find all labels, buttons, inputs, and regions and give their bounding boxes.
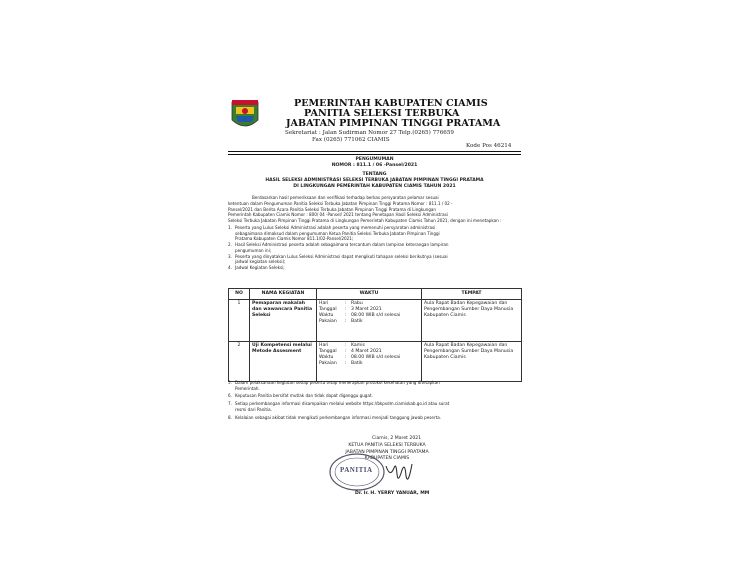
intro-line: ketentuan dalam Pengumuman Panitia Seleksi Terbuka Jabatan Pimpinan Tinggi Pratama Nomor : 811.1 / 02 - xyxy=(228,200,453,206)
intro-paragraph xyxy=(228,195,522,224)
list-item xyxy=(228,415,522,421)
table-header-row xyxy=(229,289,522,300)
list-item-line: Peserta yang dinyatakan Lulus Seleksi Administrasi dapat mengikuti tahapan seleksi berikutnya (sesuai xyxy=(235,253,448,259)
list-item-line: Kelalaian sebagai akibat tidak mengikuti perkembangan informasi menjadi tanggung jawab peserta. xyxy=(235,414,442,420)
table-cell-waktu: Hari : Kamis Tanggal : 4 Maret 2021 Waktu : 08.00 WIB s/d selesai Pakaian : Batik xyxy=(317,342,422,382)
list-item-number: 6. xyxy=(228,393,232,399)
announcement-tentang: TENTANG xyxy=(362,172,387,177)
signature-place-date: Ciamis, 2 Maret 2021 xyxy=(372,436,422,441)
waktu-key: Pakaian xyxy=(319,361,337,366)
letterhead-line-3: JABATAN PIMPINAN TINGGI PRATAMA xyxy=(286,118,501,129)
list-item-number: 8. xyxy=(228,414,232,420)
letterhead-address-2: Fax (0265) 771062 CIAMIS xyxy=(312,137,390,143)
waktu-value: Rabu xyxy=(351,301,363,306)
table-header-waktu: WAKTU xyxy=(317,289,422,300)
intro-line: Pansel/2021 dan Berita Acara Panitia Seleksi Terbuka Jabatan Pimpinan Tinggi Pratama di Lingkungan xyxy=(228,206,437,212)
table-cell-no: 2 xyxy=(229,342,250,382)
table-row xyxy=(229,342,522,382)
table-header-no: NO xyxy=(229,289,250,300)
list-item-line: Jadwal Kegiatan Seleksi; xyxy=(235,264,285,270)
list-item-line: Keputusan Panitia bersifat mutlak dan tidak dapat diganggu gugat. xyxy=(235,393,373,399)
signature-role-3: KABUPATEN CIAMIS xyxy=(364,456,410,462)
waktu-key: Waktu xyxy=(319,313,334,318)
list-item-line: Hasil Seleksi Administrasi peserta adalah sebagaimana tercantum dalam lampiran keterangan lampiran xyxy=(235,242,449,248)
waktu-key: Pakaian xyxy=(319,319,337,324)
announcement-subject-1: HASIL SELEKSI ADMINISTRASI SELEKSI TERBUKA JABATAN PIMPINAN TINGGI PRATAMA xyxy=(265,178,484,183)
table-cell-kegiatan: Uji Kompetensi melalui Metode Assesment xyxy=(250,342,317,382)
intro-line: Pemerintah Kabupaten Ciamis Nomor : 800/ 04 -Pansel/ 2021 tentang Penetapan Hasil Seleksi Administrasi xyxy=(228,212,448,218)
waktu-key: Tanggal xyxy=(319,307,337,312)
list-item-line: Pemerintah. xyxy=(235,385,260,391)
points-list-a xyxy=(228,225,522,271)
waktu-key: Hari xyxy=(319,301,329,306)
list-item xyxy=(228,225,522,242)
list-item xyxy=(228,254,522,265)
table-header-tempat: TEMPAT xyxy=(422,289,522,300)
list-item-line: sebagaimana dimaksud dalam pengumuman Ketua Panitia Seleksi Terbuka Jabatan Pimpinan Tinggi xyxy=(235,230,440,236)
waktu-key: Tanggal xyxy=(319,349,337,354)
signature-role-1: KETUA PANITIA SELEKSI TERBUKA xyxy=(348,443,426,448)
waktu-value: 4 Maret 2021 xyxy=(351,349,382,354)
list-item-number: 3. xyxy=(228,253,232,259)
signatory-name: Dr. Ir. H. YERRY YANUAR, MM xyxy=(355,491,430,496)
list-item-number: 4. xyxy=(228,264,232,270)
waktu-value: 08.00 WIB s/d selesai xyxy=(351,313,401,318)
list-item-line: Setiap perkembangan informasi disampaikan melalui website https://bkpsdm.ciamiskab.go.id atau surat xyxy=(235,401,450,407)
table-cell-waktu: Hari : Rabu Tanggal : 3 Maret 2021 Waktu : 08.00 WIB s/d selesai Pakaian : Batik xyxy=(317,300,422,342)
waktu-value: Kamis xyxy=(351,343,365,348)
list-item-line: Pratama Kabupaten Ciamis Nomor 811.1/02-Pansel/2021; xyxy=(235,236,354,242)
letterhead-line-2: PANITIA SELEKSI TERBUKA xyxy=(304,108,460,119)
list-item-line: jadwal kegiatan seleksi); xyxy=(235,259,286,265)
list-item xyxy=(228,265,522,271)
points-list-b xyxy=(228,380,522,420)
table-cell-tempat: Aula Rapat Badan Kepegawaian dan Pengembangan Sumber Daya Manusia Kabupaten Ciamis xyxy=(422,342,522,382)
stamp-text: PANITIA xyxy=(340,466,373,474)
waktu-value: 3 Maret 2021 xyxy=(351,307,382,312)
list-item-number: 1. xyxy=(228,225,232,230)
table-row xyxy=(229,300,522,342)
list-item-number: 5. xyxy=(228,380,232,385)
table-header-kegiatan: NAMA KEGIATAN xyxy=(250,289,317,300)
list-item xyxy=(228,242,522,253)
announcement-subject-2: DI LINGKUNGAN PEMERINTAH KABUPATEN CIAMIS TAHUN 2021 xyxy=(293,184,456,189)
table-cell-tempat: Aula Rapat Badan Kepegawaian dan Pengembangan Sumber Daya Manusia Kabupaten Ciamis xyxy=(422,300,522,342)
waktu-value: 08.00 WIB s/d selesai xyxy=(351,355,401,360)
waktu-value: Batik xyxy=(351,361,363,366)
list-item-number: 2. xyxy=(228,242,232,248)
intro-line: Berdasarkan hasil pemeriksaan dan verifikasi terhadap berkas persyaratan pelamar sesuai xyxy=(252,195,439,200)
list-item-line: Peserta yang Lulus Seleksi Administrasi adalah peserta yang memenuhi persyaratan administrasi xyxy=(235,225,436,230)
schedule-table xyxy=(228,288,522,382)
list-item xyxy=(228,380,522,391)
intro-line: Seleksi Terbuka Jabatan Pimpinan Tinggi Pratama di Lingkungan Pemerintah Kabupaten Ciamis Tahun 2021, dengan ini menetapkan : xyxy=(228,218,502,224)
table-cell-kegiatan: Pemaparan makalah dan wawancara Panitia Seleksi xyxy=(250,300,317,342)
handwritten-signature xyxy=(382,460,414,488)
list-item-line: Dalam pelaksanaan kegiatan setiap peserta tetap menerapkan protokol kesehatan yang ditetapkan xyxy=(235,380,440,385)
letterhead-line-1: PEMERINTAH KABUPATEN CIAMIS xyxy=(294,98,488,109)
list-item-line: resmi dari Panitia. xyxy=(235,406,272,412)
waktu-key: Hari xyxy=(319,343,329,348)
letterhead-rule xyxy=(228,151,521,152)
waktu-value: Batik xyxy=(351,319,363,324)
letterhead-postcode: Kode Pos 46214 xyxy=(466,143,512,149)
announcement-title: PENGUMUMAN xyxy=(355,157,394,162)
table-cell-no: 1 xyxy=(229,300,250,342)
waktu-key: Waktu xyxy=(319,355,334,360)
list-item-line: pengumuman ini; xyxy=(235,247,272,253)
announcement-number: NOMOR : 811.1 / 06 -Pansel/2021 xyxy=(331,163,418,168)
letterhead-rule-thin xyxy=(228,154,521,155)
list-item-number: 7. xyxy=(228,401,232,407)
signature-role-2: JABATAN PIMPINAN TINGGI PRATAMA xyxy=(345,449,429,455)
list-item xyxy=(228,401,522,412)
letterhead-address-1: Sekretariat : Jalan Sudirman Nomor 27 Telp.(0265) 776659 xyxy=(285,130,454,136)
ciamis-emblem-logo xyxy=(230,96,260,133)
list-item xyxy=(228,393,522,399)
